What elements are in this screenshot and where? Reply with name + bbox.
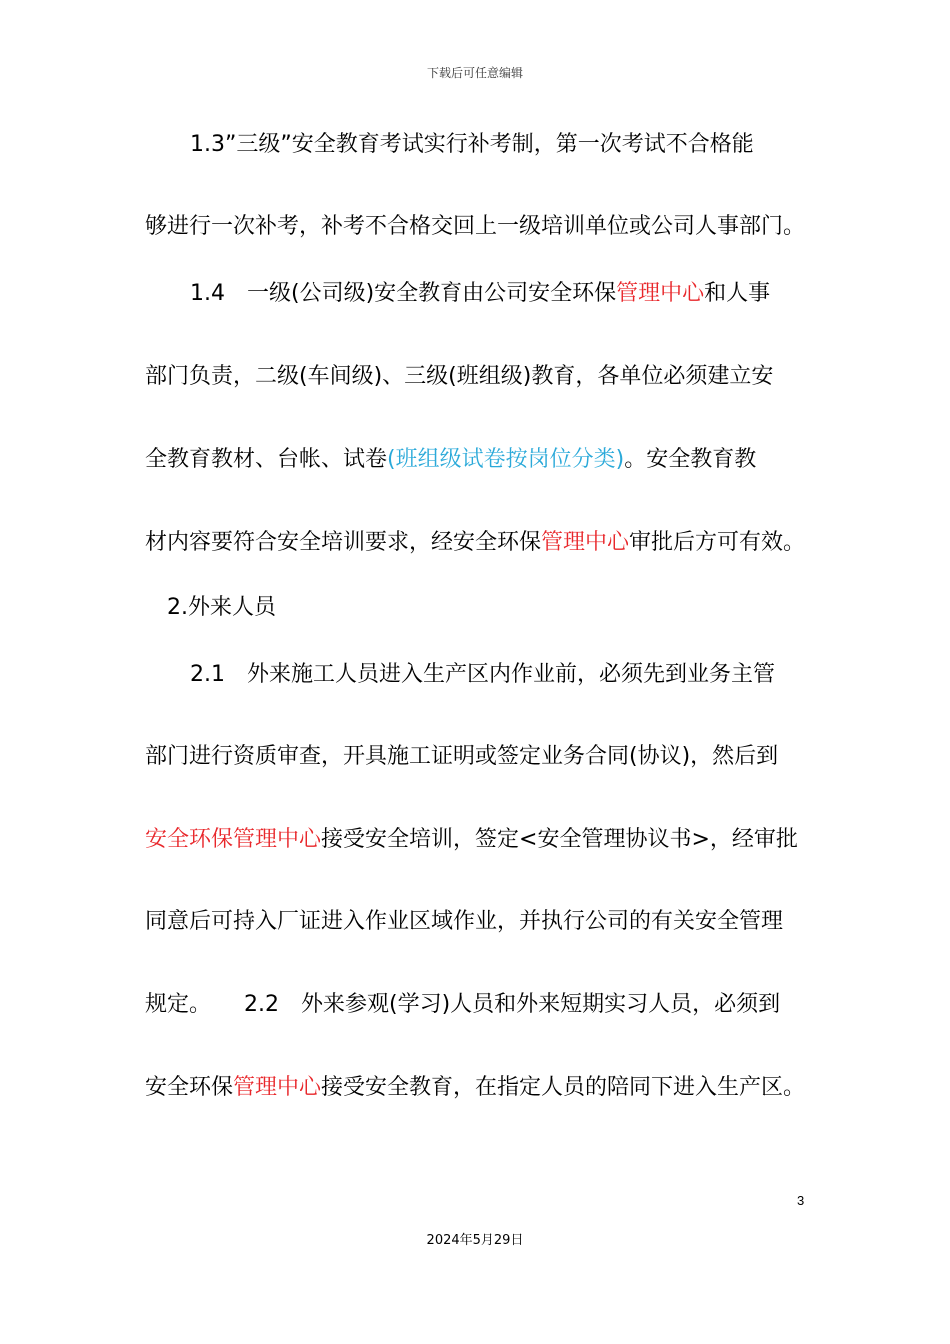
- page-header: 下载后可任意编辑: [426, 66, 523, 80]
- text-run: 同意后可持入厂证进入作业区域作业，并执行公司的有关安全管理: [145, 909, 784, 934]
- text-run: 2.外来人员: [167, 595, 276, 620]
- highlight-management-center: 管理中心: [616, 281, 705, 306]
- text-run: 1.4 一级(公司级)安全教育由公司安全环保: [190, 281, 617, 306]
- paragraph-2-1-line-4: [145, 907, 783, 937]
- paragraph-1-4-line-3: [145, 445, 756, 475]
- text-run: 1.3”三级”安全教育考试实行补考制，第一次考试不合格能: [190, 132, 754, 157]
- text-run: 。安全教育教: [624, 447, 757, 472]
- text-run: 部门负责，二级(车间级)、三级(班组级)教育，各单位必须建立安: [145, 364, 774, 389]
- highlight-management-center: 管理中心: [233, 1075, 322, 1100]
- paragraph-2-1-line-3: [145, 825, 798, 855]
- highlight-safety-management-center: 安全环保管理中心: [145, 827, 322, 852]
- paragraph-1-3-line-2: [145, 212, 805, 242]
- highlight-management-center: 管理中心: [541, 530, 630, 555]
- highlight-exam-note: (班组级试卷按岗位分类): [387, 447, 625, 472]
- paragraph-2-1-line-2: [145, 742, 778, 772]
- text-run: 安全环保: [145, 1075, 234, 1100]
- paragraph-2-2-line-2: [145, 1073, 805, 1103]
- section-heading-external-personnel: [167, 593, 276, 623]
- paragraph-1-3-line-1: [190, 130, 754, 160]
- paragraph-2-1-line-1: [190, 660, 775, 690]
- paragraph-1-4-line-1: [190, 279, 770, 309]
- paragraph-1-4-line-4: [145, 528, 805, 558]
- page-number: 3: [797, 1193, 805, 1208]
- text-run: 全教育教材、台帐、试卷: [145, 447, 388, 472]
- paragraph-2-2-line-1: [145, 990, 780, 1020]
- text-run: 规定。 2.2 外来参观(学习)人员和外来短期实习人员，必须到: [145, 992, 781, 1017]
- text-run: 材内容要符合安全培训要求，经安全环保: [145, 530, 542, 555]
- text-run: 接受安全培训，签定<安全管理协议书>，经审批: [321, 827, 798, 852]
- text-run: 2.1 外来施工人员进入生产区内作业前，必须先到业务主管: [190, 662, 775, 687]
- text-run: 和人事: [704, 281, 771, 306]
- text-run: 部门进行资质审查，开具施工证明或签定业务合同(协议)，然后到: [145, 744, 779, 769]
- paragraph-1-4-line-2: [145, 362, 773, 392]
- text-run: 接受安全教育，在指定人员的陪同下进入生产区。: [321, 1075, 806, 1100]
- text-run: 审批后方可有效。: [629, 530, 806, 555]
- footer-date: 2024年5月29日: [426, 1233, 524, 1248]
- text-run: 够进行一次补考，补考不合格交回上一级培训单位或公司人事部门。: [145, 214, 806, 239]
